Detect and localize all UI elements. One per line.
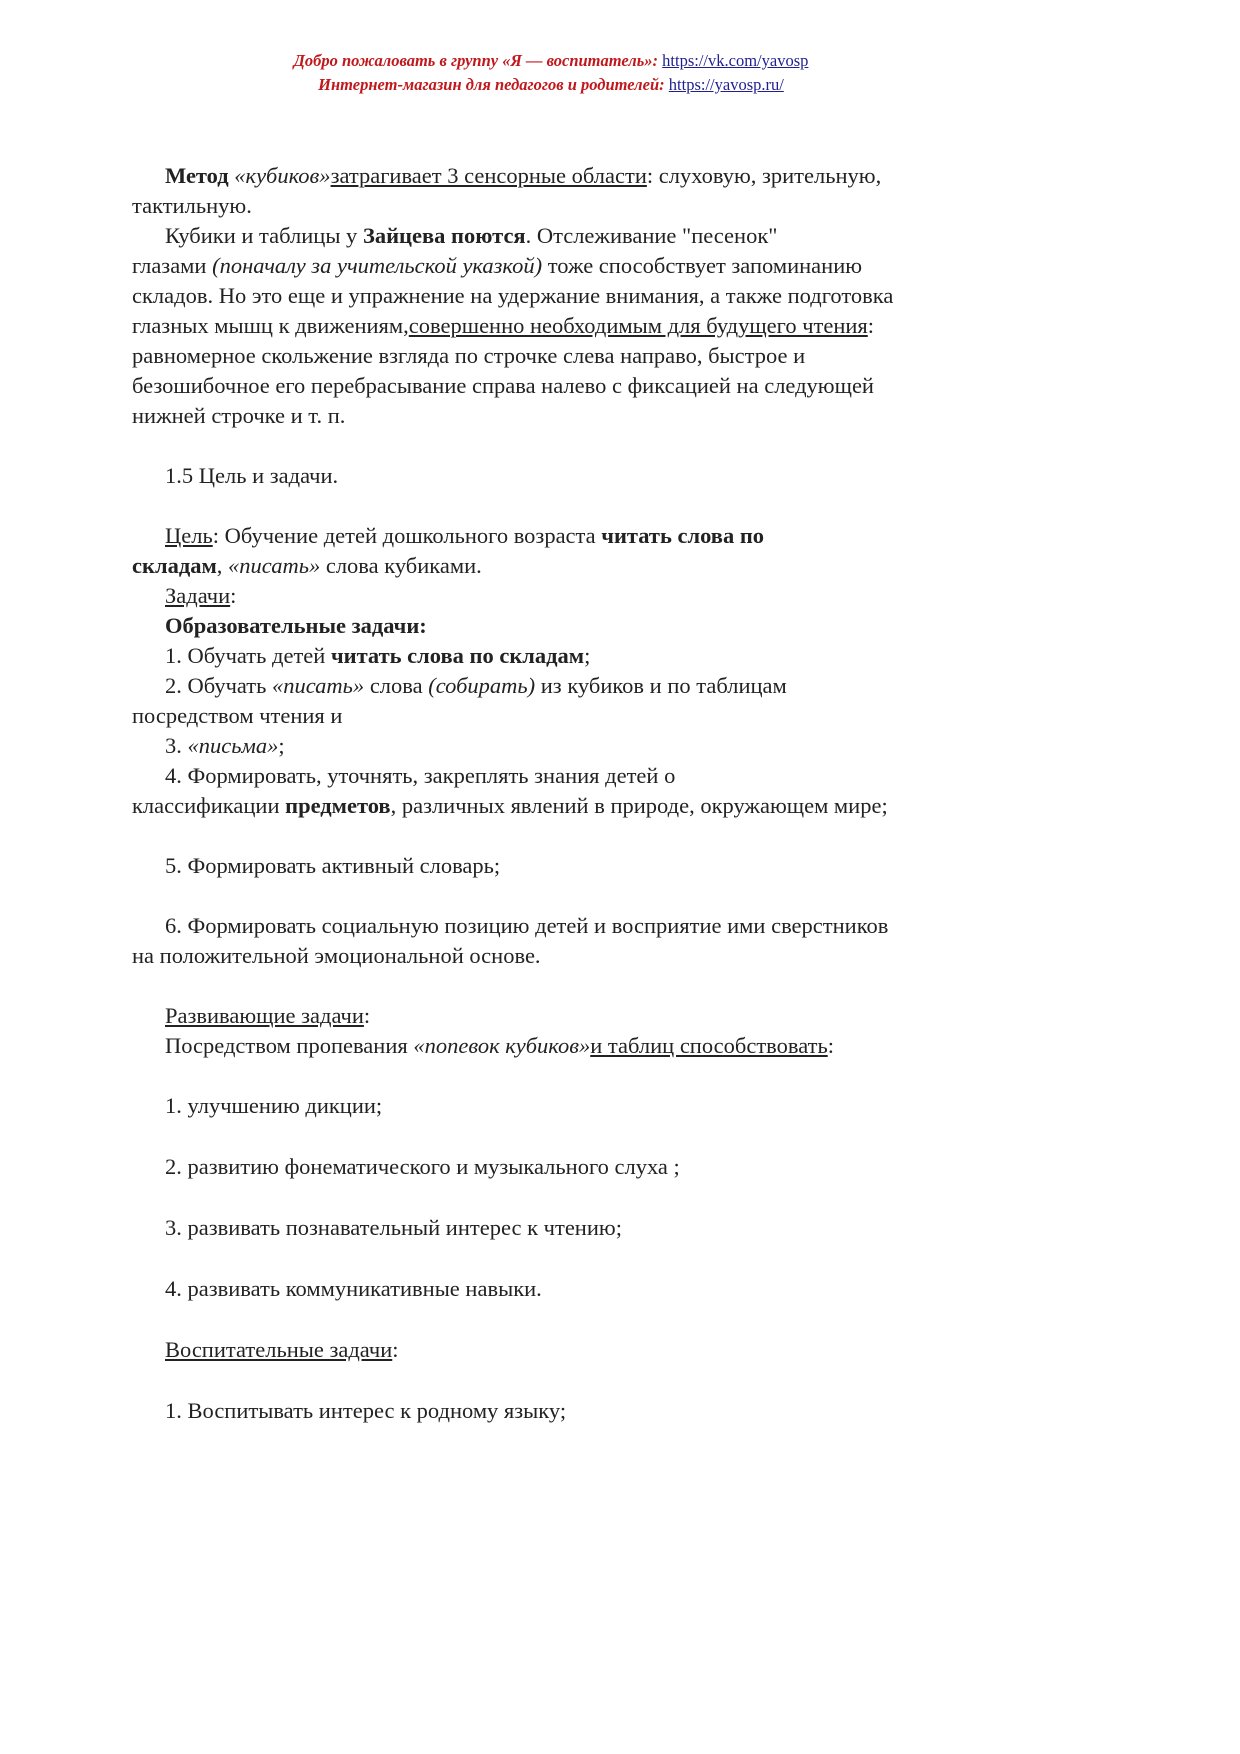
dev-item-4: 4. развивать коммуникативные навыки. (165, 1276, 542, 1301)
tasks-heading (165, 581, 236, 611)
p1-line-2: тактильную. (132, 193, 252, 218)
goal-l1-bold: читать слова по (601, 523, 765, 548)
upb-title (165, 1335, 399, 1365)
p2-line-7: нижней строчке и т. п. (132, 403, 346, 428)
edu-i3-b: ; (278, 733, 285, 758)
header-welcome-text: Добро пожаловать в группу «Я — воспитатель»: (293, 51, 659, 70)
edu-i3-italic: «письма» (187, 733, 279, 758)
upb-title-colon: : (392, 1337, 399, 1362)
edu-item-5: 5. Формировать активный словарь; (165, 853, 501, 878)
p1-line-1 (165, 161, 881, 191)
dev-intro-underlined: и таблиц способствовать (590, 1033, 828, 1058)
header-shop-text: Интернет-магазин для педагогов и родителей: (318, 75, 665, 94)
p2-l1-b: . Отслеживание "песенок" (525, 223, 778, 248)
p1-bold: Метод (165, 163, 229, 188)
goal-l2-b: слова кубиками. (320, 553, 482, 578)
edu-item-4-line-2 (132, 791, 888, 821)
dev-intro-b: : (827, 1033, 834, 1058)
tasks-label: Задачи (165, 583, 231, 608)
goal-label: Цель (165, 523, 213, 548)
edu-i2-italic-1: «писать» (272, 673, 365, 698)
edu-i1-a: 1. Обучать детей (165, 643, 331, 668)
dev-title-colon: : (363, 1003, 371, 1028)
p1-rest: : слуховую, зрительную, (646, 163, 882, 188)
p2-l2-b: тоже способствует запоминанию (542, 253, 863, 278)
edu-i1-b: ; (584, 643, 591, 668)
edu-i2-italic-2: (собирать) (428, 673, 536, 698)
edu-i4-l2-b: , различных явлений в природе, окружающем мире; (390, 793, 888, 818)
edu-item-6-line-2: на положительной эмоциональной основе. (132, 943, 541, 968)
dev-title (165, 1001, 370, 1031)
goal-l2-a: , (216, 553, 229, 578)
edu-title: Образовательные задачи: (165, 613, 427, 638)
dev-intro-italic: «попевок кубиков» (413, 1033, 591, 1058)
header-line-1 (0, 50, 1102, 72)
edu-item-2-line-2: посредством чтения и (132, 703, 343, 728)
dev-item-3: 3. развивать познавательный интерес к чтению; (165, 1215, 622, 1240)
shop-link[interactable]: https://yavosp.ru/ (668, 75, 784, 94)
p2-line-1 (165, 221, 777, 251)
goal-line-2 (132, 551, 482, 581)
dev-intro-a: Посредством пропевания (165, 1033, 414, 1058)
edu-i3-a: 3. (165, 733, 188, 758)
header-line-2 (0, 74, 1102, 96)
p2-l2-a: глазами (132, 253, 213, 278)
upb-item-1: 1. Воспитывать интерес к родному языку; (165, 1398, 567, 1423)
p2-line-3: складов. Но это еще и упражнение на удержание внимания, а также подготовка (132, 283, 894, 308)
p2-line-4 (132, 311, 874, 341)
dev-item-2: 2. развитию фонематического и музыкального слуха ; (165, 1154, 680, 1179)
dev-intro (165, 1031, 834, 1061)
edu-i1-bold: читать слова по складам (330, 643, 585, 668)
p1-underlined: затрагивает 3 сенсорные области (330, 163, 647, 188)
goal-l2-italic: «писать» (228, 553, 321, 578)
p2-l1-bold: Зайцева поются (362, 223, 526, 248)
edu-item-4: 4. Формировать, уточнять, закреплять знания детей о (165, 763, 676, 788)
p2-line-6: безошибочное его перебрасывание справа налево с фиксацией на следующей (132, 373, 874, 398)
edu-item-6: 6. Формировать социальную позицию детей и восприятие ими сверстников (165, 913, 889, 938)
dev-title-text: Развивающие задачи (165, 1003, 364, 1028)
edu-i4-l2-bold: предметов (285, 793, 391, 818)
edu-item-3 (165, 731, 285, 761)
section-title: 1.5 Цель и задачи. (165, 463, 339, 488)
edu-i2-b: слова (364, 673, 429, 698)
edu-item-1 (165, 641, 590, 671)
upb-title-text: Воспитательные задачи (165, 1337, 393, 1362)
p2-l4-a: глазных мышц к движениям, (132, 313, 409, 338)
p2-l4-underlined: совершенно необходимым для будущего чтения (408, 313, 868, 338)
tasks-colon: : (230, 583, 237, 608)
edu-i2-c: из кубиков и по таблицам (535, 673, 787, 698)
p2-l2-italic: (поначалу за учительской указкой) (212, 253, 543, 278)
edu-i4-l2-a: классификации (132, 793, 286, 818)
p2-line-5: равномерное скольжение взгляда по строчке слева направо, быстрое и (132, 343, 806, 368)
edu-i2-a: 2. Обучать (165, 673, 273, 698)
dev-item-1: 1. улучшению дикции; (165, 1093, 383, 1118)
vk-link[interactable]: https://vk.com/yavosp (662, 51, 809, 70)
goal-l2-bold: складам (132, 553, 217, 578)
edu-item-2 (165, 671, 787, 701)
p2-l4-b: : (867, 313, 875, 338)
goal-l1-a: : Обучение детей дошкольного возраста (212, 523, 602, 548)
p2-l1-a: Кубики и таблицы у (165, 223, 363, 248)
goal-line-1 (165, 521, 764, 551)
p2-line-2 (132, 251, 862, 281)
p1-italic: «кубиков» (234, 163, 331, 188)
